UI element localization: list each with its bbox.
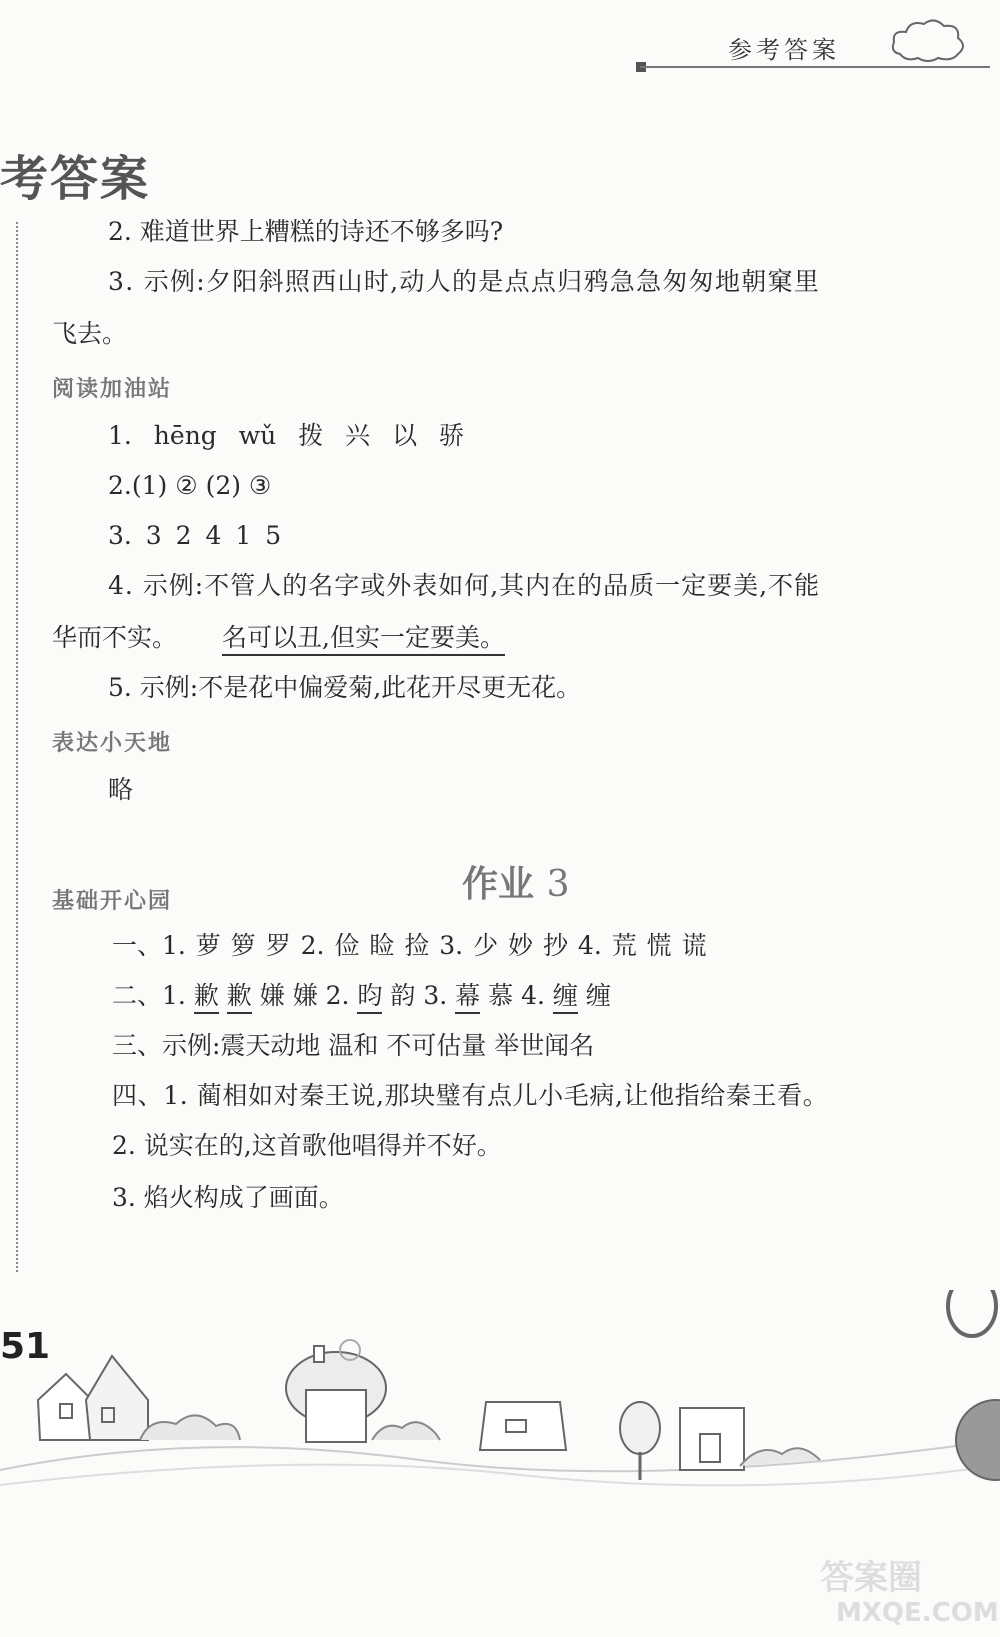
answer-line: 3. 焰火构成了画面。 [112, 1183, 344, 1212]
answer-line: 华而不实。 [52, 623, 178, 652]
underlined-text: 歉 [194, 981, 219, 1014]
underlined-text: 名可以丑,但实一定要美。 [222, 623, 505, 656]
answer-line: 一、1. 萝 箩 罗 2. 俭 睑 捡 3. 少 妙 抄 4. 荒 慌 谎 [112, 931, 707, 960]
homework-number: 3 [546, 864, 570, 905]
answer-line: 2.(1) ② (2) ③ [108, 471, 272, 500]
answer-line: 3. 示例:夕阳斜照西山时,动人的是点点归鸦急急匆匆地朝窠里 [108, 267, 821, 296]
section-heading-reading: 阅读加油站 [52, 377, 173, 402]
margin-dotted-line [16, 222, 18, 1272]
answer-line: 1. hēng wǔ 拨 兴 以 骄 [108, 421, 465, 450]
header-title: 参考答案 [728, 36, 840, 64]
answer-line: 略 [108, 775, 134, 804]
answer-line: 三、示例:震天动地 温和 不可估量 举世闻名 [112, 1031, 595, 1060]
answer-text: 缠 [577, 981, 611, 1010]
underlined-text: 歉 [227, 981, 252, 1014]
answer-line: 2. 难道世界上糟糕的诗还不够多吗? [108, 217, 504, 246]
answer-text: 二、1. [112, 981, 194, 1010]
watermark-url: MXQE.COM [836, 1598, 999, 1628]
homework-label: 作业 [462, 863, 535, 905]
answer-line: 四、1. 蔺相如对秦王说,那块璧有点儿小毛病,让他指给秦王看。 [112, 1081, 829, 1110]
answer-line: 2. 说实在的,这首歌他唱得并不好。 [112, 1131, 502, 1160]
section-heading-basics: 基础开心园 [52, 889, 173, 914]
answer-line: 5. 示例:不是花中偏爱菊,此花开尽更无花。 [108, 673, 582, 702]
underlined-text: 昀 [357, 981, 382, 1014]
answer-text: 韵 3. [382, 981, 456, 1010]
homework-title [462, 856, 569, 907]
answer-line-underlined [222, 622, 505, 654]
answer-line-underlined [112, 980, 611, 1012]
page-title: 考答案 [0, 151, 151, 207]
answer-text: 嫌 嫌 2. [251, 981, 358, 1010]
underlined-text: 缠 [553, 981, 578, 1014]
answer-line: 3. 3 2 4 1 5 [108, 521, 282, 550]
watermark-logo: 答案圈 [820, 1558, 922, 1598]
header-rule [640, 66, 990, 68]
page-number: 51 [0, 1326, 51, 1367]
cloud-icon [888, 16, 968, 66]
answer-text: 慕 4. [480, 981, 553, 1010]
answer-line: 4. 示例:不管人的名字或外表如何,其内在的品质一定要美,不能 [108, 571, 821, 600]
answer-line: 飞去。 [52, 319, 128, 348]
section-heading-expression: 表达小天地 [52, 731, 173, 756]
underlined-text: 幕 [455, 981, 480, 1014]
